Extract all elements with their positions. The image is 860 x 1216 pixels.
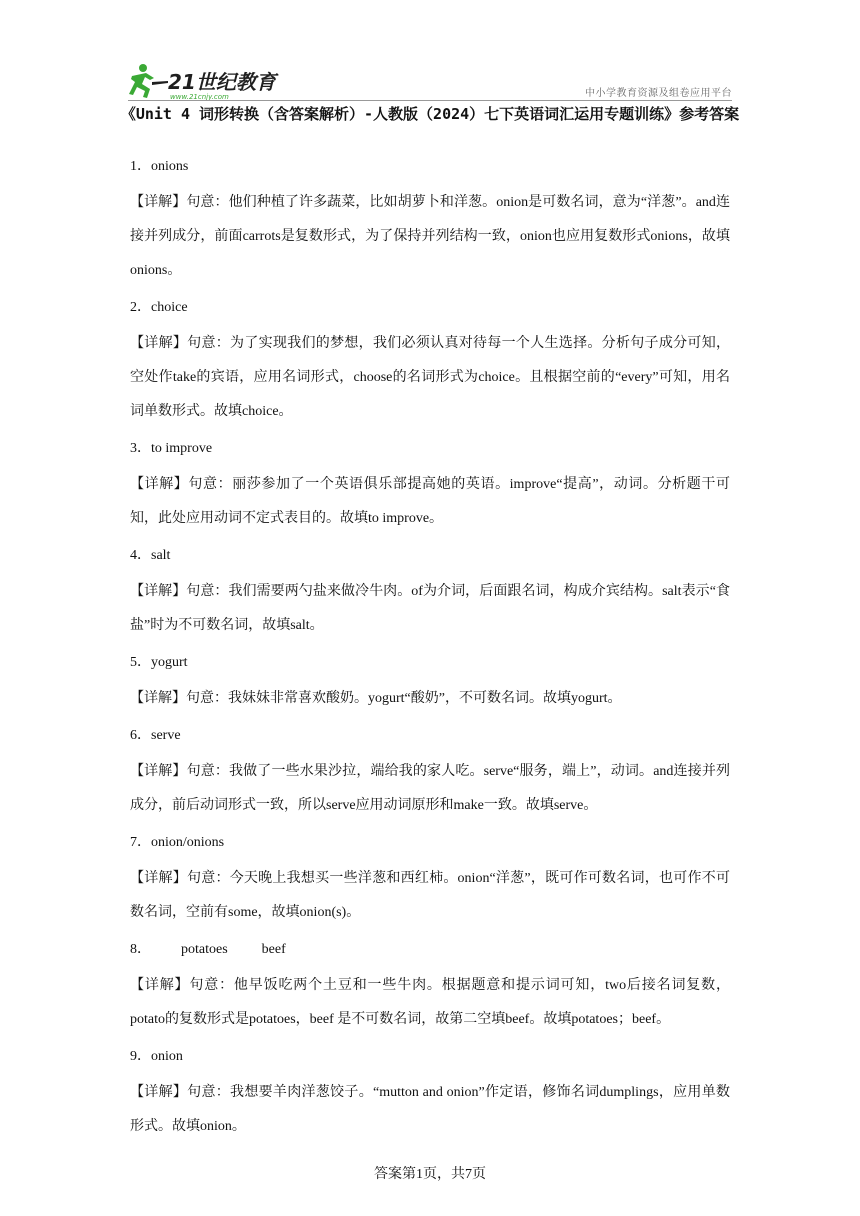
answer-item-8 xyxy=(130,936,730,1037)
explanation: 【详解】句意：我做了一些水果沙拉，端给我的家人吃。serve“服务，端上”，动词。and连接并列成分，前后动词形式一致，所以serve应用动词原形和make一致。故填serve。 xyxy=(130,764,730,813)
answer-line xyxy=(130,829,730,856)
answer-text: onion/onions xyxy=(151,835,225,850)
answer-list xyxy=(130,153,730,1150)
answer-line xyxy=(130,722,730,749)
logo-text: 21世纪教育 xyxy=(168,70,276,94)
answer-line xyxy=(130,649,730,676)
item-number: 6． xyxy=(130,728,151,743)
answer-text: salt xyxy=(151,548,171,563)
answer-line xyxy=(130,153,730,180)
explanation: 【详解】句意：他早饭吃两个土豆和一些牛肉。根据题意和提示词可知，two后接名词复数，potato的复数形式是potatoes，beef 是不可数名词，故第二空填beef。故填potatoes；beef。 xyxy=(130,978,730,1027)
answer-item-1 xyxy=(130,153,730,288)
answer-line xyxy=(130,294,730,321)
answer-text: choice xyxy=(151,300,188,315)
answer-line xyxy=(130,435,730,462)
logo-url: www.21cnjy.com xyxy=(170,93,229,101)
answer-item-2 xyxy=(130,294,730,429)
answer-text-first: potatoes xyxy=(181,942,228,957)
explanation: 【详解】句意：我想要羊肉洋葱饺子。“mutton and onion”作定语，修饰名词dumplings，应用单数形式。故填onion。 xyxy=(130,1085,730,1134)
answer-text: onion xyxy=(151,1049,183,1064)
item-number: 1． xyxy=(130,159,151,174)
item-number: 5． xyxy=(130,655,151,670)
explanation: 【详解】句意：今天晚上我想买一些洋葱和西红柿。onion“洋葱”，既可作可数名词，也可作不可数名词，空前有some，故填onion(s)。 xyxy=(130,871,730,920)
answer-item-9 xyxy=(130,1043,730,1144)
answer-item-7 xyxy=(130,829,730,930)
answer-text: serve xyxy=(151,728,181,743)
answer-text: onions xyxy=(151,159,189,174)
explanation: 【详解】句意：我妹妹非常喜欢酸奶。yogurt“酸奶”，不可数名词。故填yogurt。 xyxy=(130,691,622,706)
page-header xyxy=(128,62,732,102)
answer-item-4 xyxy=(130,542,730,643)
running-figure-icon xyxy=(129,64,168,98)
answer-line xyxy=(130,1043,730,1070)
item-number: 2． xyxy=(130,300,151,315)
item-number: 7． xyxy=(130,835,151,850)
answer-line xyxy=(130,542,730,569)
item-number: 8． xyxy=(130,942,151,957)
explanation: 【详解】句意：丽莎参加了一个英语俱乐部提高她的英语。improve“提高”，动词。分析题干可知，此处应用动词不定式表目的。故填to improve。 xyxy=(130,477,730,526)
item-number: 3． xyxy=(130,441,151,456)
answer-text: yogurt xyxy=(151,655,188,670)
site-tagline: 中小学教育资源及组卷应用平台 xyxy=(585,88,732,99)
item-number: 9． xyxy=(130,1049,151,1064)
explanation: 【详解】句意：他们种植了许多蔬菜，比如胡萝卜和洋葱。onion是可数名词，意为“洋葱”。and连接并列成分，前面carrots是复数形式，为了保持并列结构一致，onion也应用复数形式onions，故填onions。 xyxy=(130,195,730,278)
answer-item-5 xyxy=(130,649,730,716)
explanation: 【详解】句意：我们需要两勺盐来做冷牛肉。of为介词，后面跟名词，构成介宾结构。salt表示“食盐”时为不可数名词，故填salt。 xyxy=(130,584,730,633)
answer-text-second: beef xyxy=(261,942,286,957)
answer-text: to improve xyxy=(151,441,213,456)
answer-item-3 xyxy=(130,435,730,536)
document-title: 《Unit 4 词形转换（含答案解析）-人教版（2024）七下英语词汇运用专题训练》参考答案 xyxy=(120,105,740,123)
answer-line xyxy=(130,936,730,963)
answer-item-6 xyxy=(130,722,730,823)
header-divider xyxy=(128,100,732,101)
site-logo xyxy=(128,62,288,102)
item-number: 4． xyxy=(130,548,151,563)
page-footer: 答案第1页，共7页 xyxy=(374,1167,486,1182)
explanation: 【详解】句意：为了实现我们的梦想，我们必须认真对待每一个人生选择。分析句子成分可知，空处作take的宾语，应用名词形式，choose的名词形式为choice。且根据空前的“every”可知，用名词单数形式。故填choice。 xyxy=(130,336,730,419)
